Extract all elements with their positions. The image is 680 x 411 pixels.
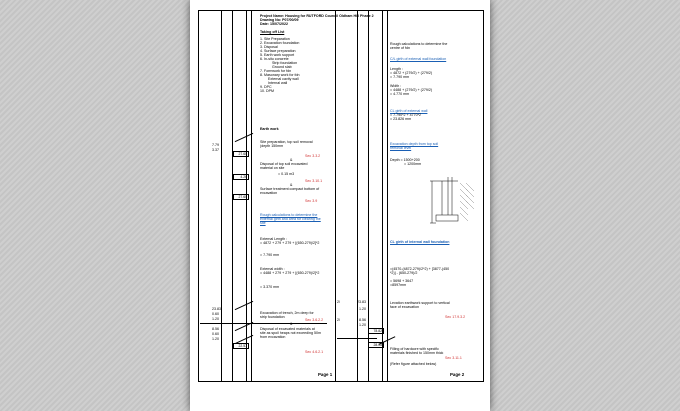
dimension-value: 1.20 <box>359 307 366 311</box>
rough-calc-heading: site <box>260 221 266 225</box>
quantity-box: 27.60 <box>233 151 249 157</box>
calculation-line: *2)] - (650-279)/2 <box>390 271 418 275</box>
spec-reference: Sec 3.11.1 <box>445 356 462 360</box>
dimension-value: 8.56 <box>212 327 219 331</box>
dimension-value: 8.56 <box>359 318 366 322</box>
note: (Refer figure attached below) <box>390 362 437 366</box>
dimension-value: 23.83 <box>212 307 221 311</box>
quantity-box: 28.08 <box>368 342 384 348</box>
rough-calc-heading: external girth and area for clearing the <box>260 217 321 221</box>
document-page <box>190 0 490 411</box>
calculation-line: = 7.790 mm <box>260 253 280 257</box>
description-line: Levation earthwork support to vertical <box>390 301 450 305</box>
dimension-value: 1.20 <box>359 323 366 327</box>
dimension-value: 1.20 <box>212 337 219 341</box>
calculation-line: = 1200mm <box>404 162 422 166</box>
list-subitem: Ground slab <box>272 65 292 69</box>
column-rule <box>387 11 388 381</box>
column-rule <box>221 11 222 381</box>
list-subitem: Internal wall <box>268 81 288 85</box>
description-line: centre of fdn <box>390 46 410 50</box>
and-separator: & <box>290 158 293 162</box>
calculation-line: = 7.790*2 + 4770*2 <box>390 113 421 117</box>
calculation-line: = 4488 + (279/2) + (279/2) <box>390 88 433 92</box>
calculation-line: =8597mm <box>390 283 407 287</box>
column-rule <box>251 11 252 381</box>
description-line: excavation <box>260 191 278 195</box>
list-item: 7. Formwork for fdn <box>260 69 292 73</box>
calculation-line: = 4872 + (279/2) + (279/2) <box>390 71 433 75</box>
taking-off-heading: Taking off List <box>260 30 285 34</box>
spec-reference: Sec 3.9 <box>305 199 318 203</box>
quantity-box: 4.26 <box>233 174 249 180</box>
description-line: face of excavation <box>390 305 419 309</box>
spec-reference: Sec 3.6.2.2 <box>305 318 324 322</box>
dimension-value: 7.79 <box>212 143 219 147</box>
description-line: site as spoil heaps not exceeding 50m <box>260 331 321 335</box>
list-subitem: Strip foundation <box>272 61 298 65</box>
earth-work-heading: Earth work <box>260 127 279 131</box>
spec-reference: Sec 17.9.3.2 <box>445 315 466 319</box>
section-heading: CL girth of internal wall foundation <box>390 240 450 244</box>
description-line: Filling of hardcore with specific <box>390 347 439 351</box>
calculation-line: = 3.370 mm <box>260 285 280 289</box>
dimension-value: 3.37 <box>212 148 219 152</box>
description-line: from excavation <box>260 335 286 339</box>
dimension-value: 0.60 <box>212 312 219 316</box>
section-heading: Excavation depth from top soil <box>390 142 439 146</box>
calculation-line: = 4488 + 279 + 279 + [(650-279)/2]*2 <box>260 271 320 275</box>
dimension-value: 23.83 <box>357 300 366 304</box>
description-line: Excavation of trench, 2m deep for <box>260 311 314 315</box>
description-line: Disposal of top soil excavated <box>260 162 308 166</box>
page-number: Page 1 <box>318 372 333 377</box>
section-heading: C/L girth of external wall foundation <box>390 57 447 61</box>
calculation-line: = 5698 + 3647 <box>390 279 414 283</box>
spec-reference: Sec 3.3.2 <box>305 154 321 158</box>
project-name: Project Name: Housing for RUTFORD Council Oldham Hill Phase 2 <box>260 14 374 18</box>
spec-reference: Sec 3.10.1 <box>305 179 323 183</box>
and-separator: & <box>290 183 293 187</box>
list-item: 3. Disposal <box>260 45 278 49</box>
hatching <box>460 183 474 221</box>
list-subitem: External cavity wall <box>268 77 299 81</box>
calculation-line: = 4.770 mm <box>390 92 410 96</box>
column-rule <box>335 11 336 381</box>
column-rule <box>357 11 358 381</box>
calculation-line: Width : <box>390 84 402 88</box>
date: Date: 15/07/2022 <box>260 22 288 26</box>
quantity-box: 27.60 <box>233 194 249 200</box>
quantity-box: 22.57 <box>233 343 249 349</box>
calculation-line: Length : <box>390 67 403 71</box>
row-rule <box>200 323 327 324</box>
list-item: 10. DPM <box>260 89 274 93</box>
spec-reference: Sec 4.6.2.1 <box>305 350 324 354</box>
list-item: 9. DPC <box>260 85 272 89</box>
multiplier: 2/ <box>337 300 340 304</box>
column-rule <box>382 11 383 381</box>
quantity-box: 78.82 <box>368 328 384 334</box>
list-item: 8. Masonary work for fdn <box>260 73 300 77</box>
section-heading: removal level <box>390 146 412 150</box>
dimension-value: 0.60 <box>212 332 219 336</box>
calculation-line: External Length : <box>260 237 288 241</box>
description-line: material on site <box>260 166 285 170</box>
description-line: strip foundation <box>260 315 285 319</box>
drawing-number: Drawing No: P07/00/09 <box>260 18 299 22</box>
and-separator: & <box>290 322 293 326</box>
description-line: Site preparation, top soil removal <box>260 140 313 144</box>
section-heading: CL girth of external wall <box>390 109 428 113</box>
rough-calc-heading: Rough calculations to determine the <box>260 213 318 217</box>
list-item: 1. Site Preparation <box>260 37 290 41</box>
calculation-line: =(4570-(4872-279)/2*2) + [3877-(450 <box>390 267 450 271</box>
list-item: 5. Earth work support <box>260 53 295 57</box>
description-line: materials finished to 150mm thick <box>390 351 444 355</box>
dimension-value: 1.20 <box>212 317 219 321</box>
row-rule <box>337 338 377 339</box>
description-line: Disposal of excavated materials at <box>260 327 315 331</box>
calculation-line: = 7.790 mm <box>390 75 410 79</box>
description-line: (depth 150mm <box>260 144 284 148</box>
foundation-section-figure <box>428 175 480 230</box>
calculation-line: = 23.826 mm <box>390 117 412 121</box>
calculation-line: = 4872 + 279 + 279 + [(650-279)/2]*2 <box>260 241 320 245</box>
calculation-line: Depth = 1500+200 <box>390 158 420 162</box>
list-item: 2. Excavation foundation <box>260 41 300 45</box>
calculation-line: = 0.15 m3 <box>278 172 295 176</box>
page-number: Page 2 <box>450 372 465 377</box>
description-line: Rough calculations to determine the <box>390 42 448 46</box>
column-rule <box>368 11 369 381</box>
section-drawing-lines <box>430 177 458 223</box>
list-item: 6. In-situ concrete <box>260 57 289 61</box>
calculation-line: External width : <box>260 267 285 271</box>
description-line: Surface treatment compact bottom of <box>260 187 320 191</box>
multiplier: 2/ <box>337 318 340 322</box>
list-item: 4. Surface preparation <box>260 49 296 53</box>
